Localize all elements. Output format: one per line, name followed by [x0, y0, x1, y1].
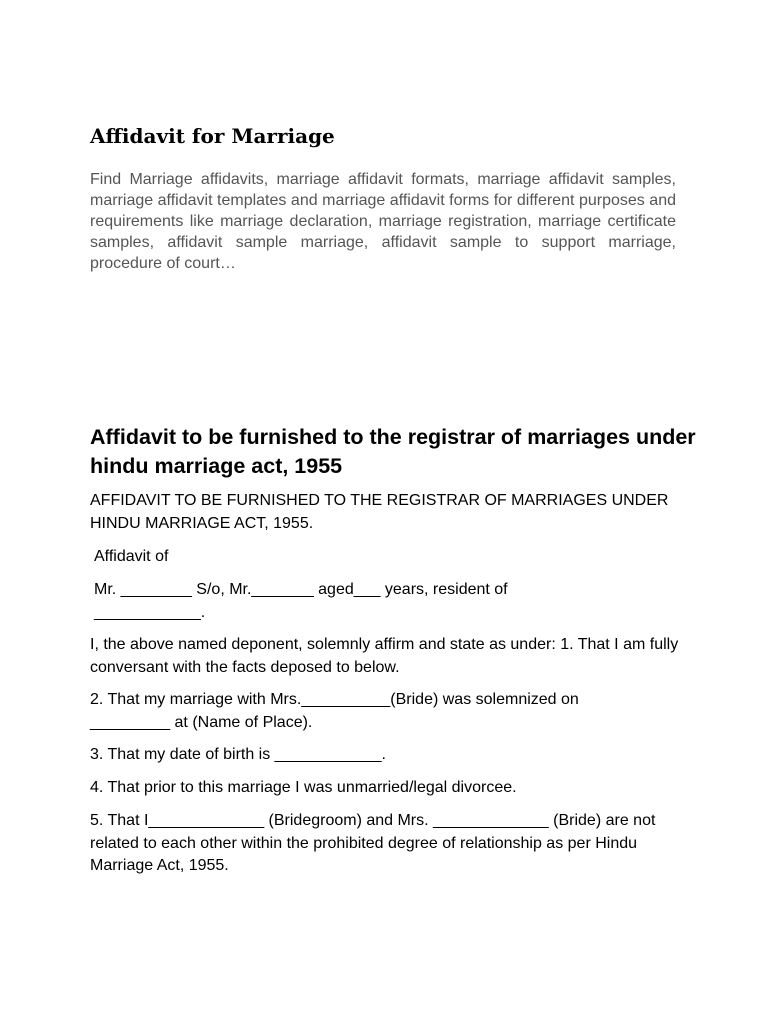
intro-paragraph: Find Marriage affidavits, marriage affidavit formats, marriage affidavit samples, marriage affidavit templates and marriage affidavit forms for different purposes and requirements like marriage declaration, marriage registration, marriage certificate samples, affidavit sample marriage, affidavit sample to support marriage, procedure of court…	[90, 171, 676, 272]
statement-2: 2. That my marriage with Mrs.__________(Bride) was solemnized on _________ at (Name of Place).	[90, 691, 579, 731]
deponent-details: Mr. ________ S/o, Mr._______ aged___ years, resident of ____________.	[94, 581, 508, 621]
section-heading: Affidavit to be furnished to the registrar of marriages under hindu marriage act, 1955	[90, 425, 696, 478]
statement-4: 4. That prior to this marriage I was unmarried/legal divorcee.	[90, 779, 517, 796]
affidavit-of-label: Affidavit of	[94, 548, 169, 565]
caps-heading: AFFIDAVIT TO BE FURNISHED TO THE REGISTRAR OF MARRIAGES UNDER HINDU MARRIAGE ACT, 1955.	[90, 492, 669, 532]
document-title: Affidavit for Marriage	[90, 124, 335, 148]
statement-5: 5. That I_____________ (Bridegroom) and Mrs. _____________ (Bride) are not related to each other within the prohibited degree of relationship as per Hindu Marriage Act, 1955.	[90, 812, 656, 874]
statement-3: 3. That my date of birth is ____________.	[90, 746, 386, 763]
statement-1: I, the above named deponent, solemnly affirm and state as under: 1. That I am fully conversant with the facts deposed to below.	[90, 636, 679, 676]
